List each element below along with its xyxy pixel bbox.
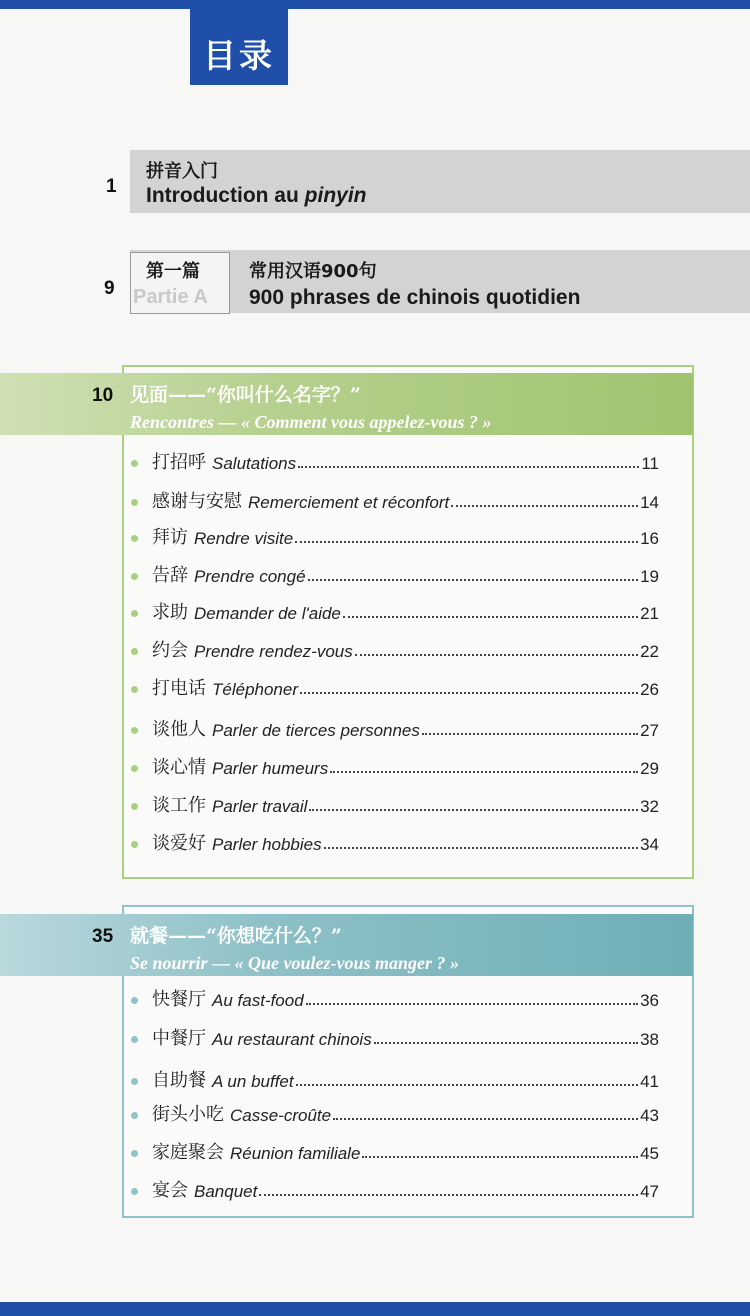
- bullet-icon: [131, 1078, 138, 1085]
- toc-entry[interactable]: 求助 Demander de l'aide 21: [131, 598, 659, 624]
- intro-title-fr: Introduction au pinyin: [146, 184, 367, 207]
- bullet-icon: [131, 997, 138, 1004]
- toc-entry[interactable]: 快餐厅 Au fast-food 36: [131, 985, 659, 1011]
- toc-entry[interactable]: 打招呼 Salutations 11: [131, 448, 659, 474]
- bullet-icon: [131, 499, 138, 506]
- toc-entry[interactable]: 谈心情 Parler humeurs 29: [131, 753, 659, 779]
- bullet-icon: [131, 1112, 138, 1119]
- chapter-2-title-fr: Se nourrir — « Que voulez-vous manger ? »: [130, 953, 460, 973]
- bullet-icon: [131, 460, 138, 467]
- chapter-1-title-fr: Rencontres — « Comment vous appelez-vous ? »: [130, 412, 492, 432]
- bullet-icon: [131, 686, 138, 693]
- bullet-icon: [131, 727, 138, 734]
- partA-label-zh: 第一篇: [146, 261, 200, 282]
- toc-entry[interactable]: 宴会 Banquet 47: [131, 1176, 659, 1202]
- chapter-2-title-zh: 就餐——“你想吃什么？”: [130, 925, 342, 947]
- toc-entry[interactable]: 谈他人 Parler de tierces personnes 27: [131, 715, 659, 741]
- partA-title-fr: 900 phrases de chinois quotidien: [249, 286, 581, 309]
- toc-entry[interactable]: 谈爱好 Parler hobbies 34: [131, 829, 659, 855]
- bullet-icon: [131, 610, 138, 617]
- bullet-icon: [131, 1150, 138, 1157]
- bullet-icon: [131, 648, 138, 655]
- partA-title-zh: 常用汉语900句: [249, 261, 377, 282]
- toc-entry[interactable]: 自助餐 A un buffet 41: [131, 1066, 659, 1092]
- toc-entry[interactable]: 中餐厅 Au restaurant chinois 38: [131, 1024, 659, 1050]
- bullet-icon: [131, 765, 138, 772]
- bullet-icon: [131, 573, 138, 580]
- intro-page-number: 1: [106, 176, 117, 197]
- bullet-icon: [131, 803, 138, 810]
- toc-entry[interactable]: 约会 Prendre rendez-vous 22: [131, 636, 659, 662]
- page-title: 目录: [190, 0, 288, 85]
- toc-entry[interactable]: 家庭聚会 Réunion familiale 45: [131, 1138, 659, 1164]
- chapter-1-page-number: 10: [92, 385, 114, 406]
- intro-title-zh: 拼音入门: [146, 161, 218, 182]
- chapter-1-title-zh: 见面——“你叫什么名字？”: [130, 384, 361, 406]
- toc-entry[interactable]: 打电话 Téléphoner 26: [131, 674, 659, 700]
- toc-entry[interactable]: 谈工作 Parler travail 32: [131, 791, 659, 817]
- bullet-icon: [131, 535, 138, 542]
- bullet-icon: [131, 1036, 138, 1043]
- toc-entry[interactable]: 拜访 Rendre visite 16: [131, 523, 659, 549]
- partA-label-fr: Partie A: [133, 286, 208, 308]
- bullet-icon: [131, 1188, 138, 1195]
- bullet-icon: [131, 841, 138, 848]
- partA-page-number: 9: [104, 278, 115, 299]
- toc-entry[interactable]: 感谢与安慰 Remerciement et réconfort 14: [131, 487, 659, 513]
- bottom-color-bar: [0, 1302, 750, 1316]
- top-color-bar: [0, 0, 750, 9]
- toc-entry[interactable]: 告辞 Prendre congé 19: [131, 561, 659, 587]
- chapter-2-page-number: 35: [92, 926, 114, 947]
- toc-entry[interactable]: 街头小吃 Casse-croûte 43: [131, 1100, 659, 1126]
